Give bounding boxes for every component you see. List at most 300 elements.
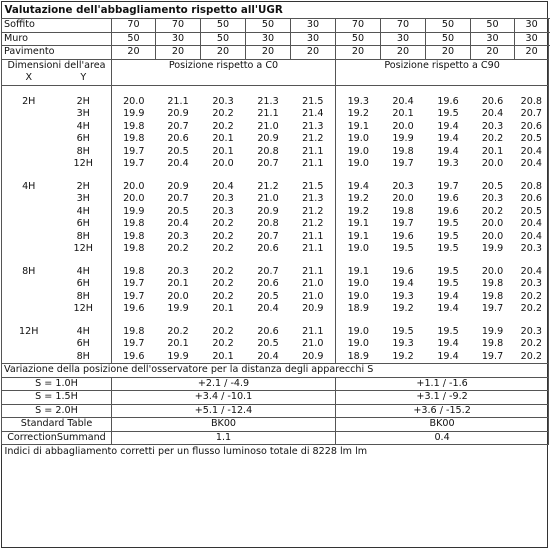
ugr-c0-value: 20.9 xyxy=(257,133,279,145)
header-value: 30 xyxy=(515,32,549,46)
ugr-c0-value: 20.1 xyxy=(201,351,246,364)
standard-table-label: Standard Table xyxy=(2,418,112,432)
ugr-c0-value: 20.7 xyxy=(257,158,279,170)
area-x-value xyxy=(2,231,56,244)
data-row xyxy=(2,206,549,219)
area-y-value: 8H xyxy=(56,231,112,244)
variation-label: S = 2.0H xyxy=(2,404,112,418)
data-row xyxy=(2,243,549,256)
standard-table-c90: BK00 xyxy=(336,418,549,432)
ugr-c0-value: 20.2 xyxy=(167,325,189,337)
area-y-value: 12H xyxy=(56,158,112,171)
ugr-c90-value: 20.3 xyxy=(392,180,414,192)
header-value: 70 xyxy=(336,19,381,33)
header-row xyxy=(2,46,549,60)
ugr-c0-value: 20.2 xyxy=(212,338,234,350)
ugr-c0-value: 20.7 xyxy=(167,193,189,205)
area-y-value: 4H xyxy=(56,121,112,134)
header-value: 20 xyxy=(156,46,201,60)
ugr-c90-value: 20.2 xyxy=(515,291,549,304)
ugr-c90-value: 19.4 xyxy=(437,145,459,157)
ugr-c0-value: 20.7 xyxy=(257,230,279,242)
ugr-c0-value: 21.1 xyxy=(291,243,336,256)
ugr-c90-value: 19.9 xyxy=(392,133,414,145)
ugr-c0-value: 19.7 xyxy=(123,158,145,170)
area-x-value xyxy=(2,108,56,121)
ugr-c0-value: 20.1 xyxy=(212,145,234,157)
ugr-c90-value: 19.5 xyxy=(392,243,414,255)
ugr-c0-value: 21.3 xyxy=(291,121,336,134)
ugr-c0-value: 21.0 xyxy=(257,120,279,132)
ugr-c0-value: 20.1 xyxy=(167,278,189,290)
ugr-c0-value: 20.9 xyxy=(257,205,279,217)
ugr-c90-value: 19.5 xyxy=(437,325,459,337)
header-value: 50 xyxy=(471,19,515,33)
ugr-c0-value: 20.2 xyxy=(212,108,234,120)
ugr-c0-value: 20.0 xyxy=(167,290,189,302)
group-spacer xyxy=(2,316,549,326)
ugr-c0-value: 19.7 xyxy=(123,278,145,290)
ugr-c0-value: 20.0 xyxy=(212,158,234,170)
area-header-row xyxy=(2,59,549,72)
variation-c90: +3.1 / -9.2 xyxy=(336,391,549,405)
area-dimensions-label: Dimensioni dell'area xyxy=(2,59,112,72)
data-row xyxy=(2,351,549,364)
ugr-c0-value: 21.2 xyxy=(291,218,336,231)
ugr-c90-value: 19.3 xyxy=(392,290,414,302)
ugr-c90-value: 20.6 xyxy=(515,121,549,134)
area-y-value: 4H xyxy=(56,206,112,219)
ugr-c0-value: 20.6 xyxy=(257,325,279,337)
ugr-c90-value: 20.4 xyxy=(515,158,549,171)
ugr-c0-value: 20.3 xyxy=(167,265,189,277)
header-value: 70 xyxy=(156,19,201,33)
ugr-c0-value: 21.0 xyxy=(291,278,336,291)
ugr-c0-value: 20.8 xyxy=(257,145,279,157)
ugr-c90-value: 20.3 xyxy=(515,278,549,291)
ugr-c90-value: 20.3 xyxy=(481,120,504,132)
header-value: 20 xyxy=(291,46,336,60)
ugr-c0-value: 20.1 xyxy=(212,133,234,145)
ugr-c90-value: 19.3 xyxy=(437,158,459,170)
variation-c0: +5.1 / -12.4 xyxy=(112,404,336,418)
ugr-c90-value: 20.2 xyxy=(515,303,549,316)
area-y-value: 2H xyxy=(56,181,112,194)
ugr-c90-value: 18.9 xyxy=(347,303,369,315)
ugr-c90-value: 20.3 xyxy=(515,243,549,256)
area-x-value xyxy=(2,158,56,171)
spacer-cell xyxy=(2,85,112,96)
ugr-c90-value: 19.5 xyxy=(437,243,459,255)
ugr-c0-value: 20.3 xyxy=(212,205,234,217)
ugr-c90-value: 19.9 xyxy=(481,243,504,255)
ugr-c0-value: 20.2 xyxy=(212,230,234,242)
ugr-c90-value: 20.4 xyxy=(515,218,549,231)
ugr-c0-value: 21.3 xyxy=(291,193,336,206)
ugr-c90-value: 19.6 xyxy=(392,230,414,242)
ugr-c0-value: 21.0 xyxy=(257,193,279,205)
header-value: 50 xyxy=(246,19,291,33)
spacer-cell xyxy=(336,171,549,181)
area-x-value xyxy=(2,243,56,256)
ugr-c0-value: 20.6 xyxy=(257,243,279,255)
ugr-c0-value: 19.8 xyxy=(123,265,145,277)
ugr-c0-value: 19.8 xyxy=(123,243,145,255)
ugr-c90-value: 20.7 xyxy=(515,108,549,121)
ugr-c0-value: 20.9 xyxy=(291,303,336,316)
ugr-c0-value: 19.9 xyxy=(167,303,189,315)
data-row xyxy=(2,338,549,351)
ugr-c0-value: 21.1 xyxy=(291,231,336,244)
correction-summand-c0: 1.1 xyxy=(112,431,336,445)
ugr-c90-value: 20.5 xyxy=(515,206,549,219)
ugr-c0-value: 20.4 xyxy=(167,218,189,230)
header-value: 50 xyxy=(426,32,471,46)
ugr-c0-value: 19.8 xyxy=(123,120,145,132)
ugr-c90-value: 20.0 xyxy=(481,265,504,277)
header-value: 30 xyxy=(156,32,201,46)
spacer-cell xyxy=(112,85,336,96)
area-x-value xyxy=(2,351,56,364)
correction-summand-label: CorrectionSummand xyxy=(2,431,112,445)
ugr-c90-value: 20.0 xyxy=(481,218,504,230)
standard-table-c0: BK00 xyxy=(112,418,336,432)
position-c0-header: Posizione rispetto a C0 xyxy=(112,59,336,72)
ugr-c90-value: 20.8 xyxy=(515,181,549,194)
ugr-c90-value: 19.6 xyxy=(437,193,459,205)
ugr-c90-value: 19.7 xyxy=(481,303,504,315)
group-spacer xyxy=(2,256,549,266)
position-c90-header: Posizione rispetto a C90 xyxy=(336,59,549,72)
area-y-value: 12H xyxy=(56,243,112,256)
ugr-c90-value: 20.3 xyxy=(515,326,549,339)
ugr-c0-value: 20.2 xyxy=(167,243,189,255)
ugr-c90-value: 19.7 xyxy=(471,351,515,364)
ugr-c90-value: 20.6 xyxy=(515,193,549,206)
area-x-value: 2H xyxy=(2,96,56,109)
ugr-c0-value: 19.6 xyxy=(112,351,156,364)
area-x-value xyxy=(2,303,56,316)
header-value: 70 xyxy=(381,19,426,33)
variation-row xyxy=(2,391,549,405)
ugr-c0-value: 19.9 xyxy=(123,205,145,217)
area-y-label: Y xyxy=(56,72,112,85)
ugr-c0-value: 20.3 xyxy=(212,95,234,107)
ugr-c90-value: 19.8 xyxy=(481,290,504,302)
ugr-c0-value: 19.9 xyxy=(123,108,145,120)
ugr-c90-value: 19.1 xyxy=(347,230,369,242)
area-x-value: 12H xyxy=(2,326,56,339)
ugr-c0-value: 20.2 xyxy=(212,278,234,290)
ugr-c90-value: 19.6 xyxy=(437,205,459,217)
ugr-c0-value: 21.2 xyxy=(291,206,336,219)
data-row xyxy=(2,278,549,291)
header-value: 30 xyxy=(291,19,336,33)
area-y-value: 4H xyxy=(56,326,112,339)
correction-summand-row xyxy=(2,431,549,445)
ugr-c0-value: 21.2 xyxy=(291,133,336,146)
variation-c0: +3.4 / -10.1 xyxy=(112,391,336,405)
ugr-c90-value: 19.8 xyxy=(481,338,504,350)
ugr-c90-value: 20.0 xyxy=(481,158,504,170)
variation-label: S = 1.0H xyxy=(2,377,112,391)
ugr-c90-value: 19.4 xyxy=(437,290,459,302)
header-value: 50 xyxy=(426,19,471,33)
variation-row xyxy=(2,377,549,391)
ugr-c0-value: 21.0 xyxy=(291,291,336,304)
area-x-value xyxy=(2,338,56,351)
spacer-cell xyxy=(112,171,336,181)
blank-cell xyxy=(336,72,549,85)
ugr-c90-value: 19.7 xyxy=(392,218,414,230)
ugr-c90-value: 19.1 xyxy=(347,218,369,230)
note-row xyxy=(2,445,549,460)
data-row xyxy=(2,266,549,279)
header-value: 20 xyxy=(336,46,381,60)
area-x-value xyxy=(2,133,56,146)
header-value: 20 xyxy=(471,46,515,60)
variation-label: S = 1.5H xyxy=(2,391,112,405)
area-y-value: 12H xyxy=(56,303,112,316)
ugr-c90-value: 20.4 xyxy=(392,95,414,107)
data-row xyxy=(2,108,549,121)
ugr-c90-value: 19.5 xyxy=(437,265,459,277)
ugr-c0-value: 20.2 xyxy=(212,218,234,230)
ugr-c90-value: 20.0 xyxy=(392,120,414,132)
header-value: 20 xyxy=(426,46,471,60)
ugr-c90-value: 19.4 xyxy=(437,120,459,132)
ugr-c90-value: 19.5 xyxy=(392,325,414,337)
ugr-c90-value: 19.0 xyxy=(347,243,369,255)
ugr-c0-value: 20.0 xyxy=(123,193,145,205)
ugr-c90-value: 20.4 xyxy=(515,231,549,244)
spacer-cell xyxy=(336,316,549,326)
ugr-c0-value: 21.1 xyxy=(257,108,279,120)
header-value: 50 xyxy=(201,32,246,46)
variation-c0: +2.1 / -4.9 xyxy=(112,377,336,391)
ugr-c90-value: 19.3 xyxy=(392,338,414,350)
ugr-c90-value: 19.2 xyxy=(347,193,369,205)
ugr-c90-value: 19.0 xyxy=(347,133,369,145)
header-value: 30 xyxy=(471,32,515,46)
ugr-c0-value: 19.8 xyxy=(123,325,145,337)
ugr-c90-value: 19.4 xyxy=(426,351,471,364)
ugr-c90-value: 19.0 xyxy=(347,325,369,337)
ugr-c90-value: 19.5 xyxy=(437,230,459,242)
header-row xyxy=(2,32,549,46)
ugr-c90-value: 19.2 xyxy=(392,303,414,315)
variation-row xyxy=(2,404,549,418)
table-title: Valutazione dell'abbagliamento rispetto all'UGR xyxy=(4,3,283,16)
ugr-c0-value: 19.8 xyxy=(123,218,145,230)
ugr-c90-value: 20.5 xyxy=(515,133,549,146)
ugr-c0-value: 21.1 xyxy=(291,266,336,279)
ugr-c0-value: 20.7 xyxy=(167,120,189,132)
ugr-c90-value: 19.5 xyxy=(437,218,459,230)
ugr-c0-value: 19.9 xyxy=(156,351,201,364)
data-row xyxy=(2,231,549,244)
area-y-value: 8H xyxy=(56,351,112,364)
ugr-c90-value: 20.1 xyxy=(481,145,504,157)
spacer-cell xyxy=(2,171,112,181)
data-row xyxy=(2,218,549,231)
area-x-value: 8H xyxy=(2,266,56,279)
ugr-c90-value: 19.4 xyxy=(437,303,459,315)
header-value: 50 xyxy=(112,32,156,46)
ugr-c90-value: 19.0 xyxy=(347,290,369,302)
ugr-c0-value: 20.9 xyxy=(167,108,189,120)
area-y-value: 3H xyxy=(56,108,112,121)
ugr-c0-value: 21.0 xyxy=(291,338,336,351)
ugr-c0-value: 20.5 xyxy=(257,290,279,302)
spacer-cell xyxy=(112,316,336,326)
ugr-c0-value: 21.5 xyxy=(291,181,336,194)
header-row-label: Pavimento xyxy=(2,46,112,60)
header-row xyxy=(2,19,549,33)
area-x-value xyxy=(2,206,56,219)
data-row xyxy=(2,326,549,339)
area-y-value: 2H xyxy=(56,96,112,109)
variation-title-row xyxy=(2,364,549,378)
ugr-c90-value: 20.1 xyxy=(392,108,414,120)
ugr-c90-value: 20.2 xyxy=(481,133,504,145)
area-y-value: 6H xyxy=(56,278,112,291)
data-row xyxy=(2,121,549,134)
spacer-cell xyxy=(112,256,336,266)
header-value: 20 xyxy=(381,46,426,60)
header-value: 70 xyxy=(112,19,156,33)
ugr-c90-value: 19.3 xyxy=(347,95,369,107)
ugr-c90-value: 20.4 xyxy=(515,146,549,159)
ugr-table xyxy=(1,1,549,459)
ugr-c0-value: 19.6 xyxy=(123,303,145,315)
ugr-c0-value: 20.2 xyxy=(212,120,234,132)
ugr-c90-value: 20.6 xyxy=(481,95,504,107)
area-x-value xyxy=(2,121,56,134)
ugr-c90-value: 20.8 xyxy=(515,96,549,109)
ugr-c90-value: 19.8 xyxy=(392,145,414,157)
ugr-c0-value: 20.0 xyxy=(123,95,145,107)
ugr-c90-value: 19.2 xyxy=(381,351,426,364)
ugr-c0-value: 20.4 xyxy=(212,180,234,192)
ugr-c0-value: 20.4 xyxy=(246,351,291,364)
header-value: 20 xyxy=(515,46,549,60)
ugr-c90-value: 19.7 xyxy=(392,158,414,170)
ugr-c90-value: 19.1 xyxy=(347,120,369,132)
ugr-c0-value: 20.2 xyxy=(212,325,234,337)
footnote: Indici di abbagliamento corretti per un flusso luminoso totale di 8228 lm lm xyxy=(4,446,368,457)
ugr-c0-value: 20.8 xyxy=(257,218,279,230)
ugr-c0-value: 21.1 xyxy=(291,158,336,171)
ugr-c0-value: 21.5 xyxy=(291,96,336,109)
ugr-c0-value: 20.0 xyxy=(123,180,145,192)
ugr-c90-value: 19.0 xyxy=(347,145,369,157)
ugr-c0-value: 20.2 xyxy=(212,243,234,255)
header-value: 30 xyxy=(246,32,291,46)
ugr-c90-value: 20.0 xyxy=(392,193,414,205)
area-y-value: 4H xyxy=(56,266,112,279)
data-row xyxy=(2,133,549,146)
standard-table-row xyxy=(2,418,549,432)
ugr-c0-value: 20.4 xyxy=(167,158,189,170)
data-row xyxy=(2,158,549,171)
area-x-value xyxy=(2,218,56,231)
ugr-c90-value: 19.4 xyxy=(392,278,414,290)
variation-title: Variazione della posizione dell'osservatore per la distanza degli apparecchi S xyxy=(2,364,549,378)
ugr-c0-value: 20.9 xyxy=(291,351,336,364)
area-x-value xyxy=(2,278,56,291)
ugr-c90-value: 19.4 xyxy=(437,133,459,145)
ugr-c90-value: 20.3 xyxy=(481,193,504,205)
group-spacer xyxy=(2,171,549,181)
ugr-c0-value: 21.3 xyxy=(257,95,279,107)
ugr-c0-value: 19.8 xyxy=(123,230,145,242)
ugr-c90-value: 19.8 xyxy=(481,278,504,290)
ugr-c0-value: 20.5 xyxy=(167,145,189,157)
area-y-value: 8H xyxy=(56,291,112,304)
ugr-c0-value: 21.1 xyxy=(291,326,336,339)
ugr-c90-value: 19.6 xyxy=(437,95,459,107)
data-row xyxy=(2,181,549,194)
ugr-c0-value: 20.1 xyxy=(167,338,189,350)
ugr-c0-value: 19.8 xyxy=(123,133,145,145)
blank-cell xyxy=(112,72,336,85)
ugr-c90-value: 19.0 xyxy=(347,158,369,170)
data-row xyxy=(2,96,549,109)
ugr-c90-value: 19.2 xyxy=(347,205,369,217)
ugr-c0-value: 20.1 xyxy=(212,303,234,315)
ugr-c0-value: 20.5 xyxy=(257,338,279,350)
spacer-cell xyxy=(2,316,112,326)
area-y-value: 6H xyxy=(56,218,112,231)
ugr-c90-value: 19.6 xyxy=(392,265,414,277)
ugr-c0-value: 20.5 xyxy=(167,205,189,217)
data-row xyxy=(2,303,549,316)
correction-summand-c90: 0.4 xyxy=(336,431,549,445)
ugr-c90-value: 20.5 xyxy=(481,180,504,192)
ugr-c0-value: 21.1 xyxy=(167,95,189,107)
header-value: 30 xyxy=(381,32,426,46)
ugr-c90-value: 19.0 xyxy=(347,278,369,290)
area-y-value: 6H xyxy=(56,133,112,146)
ugr-c90-value: 19.5 xyxy=(437,278,459,290)
ugr-c90-value: 20.4 xyxy=(515,266,549,279)
ugr-c0-value: 20.6 xyxy=(257,278,279,290)
spacer-cell xyxy=(336,85,549,96)
ugr-c90-value: 19.4 xyxy=(347,180,369,192)
group-spacer xyxy=(2,85,549,96)
area-y-value: 3H xyxy=(56,193,112,206)
data-row xyxy=(2,291,549,304)
ugr-c0-value: 21.1 xyxy=(291,146,336,159)
ugr-c90-value: 19.1 xyxy=(347,265,369,277)
ugr-c90-value: 20.2 xyxy=(515,338,549,351)
area-x-value xyxy=(2,291,56,304)
ugr-c0-value: 19.7 xyxy=(123,145,145,157)
ugr-c90-value: 19.9 xyxy=(481,325,504,337)
ugr-c0-value: 20.6 xyxy=(167,133,189,145)
area-axis-row xyxy=(2,72,549,85)
data-row xyxy=(2,146,549,159)
ugr-c0-value: 20.3 xyxy=(167,230,189,242)
header-value: 50 xyxy=(336,32,381,46)
ugr-c90-value: 18.9 xyxy=(336,351,381,364)
ugr-c0-value: 20.3 xyxy=(212,193,234,205)
ugr-c0-value: 20.7 xyxy=(257,265,279,277)
ugr-c90-value: 19.2 xyxy=(347,108,369,120)
ugr-c90-value: 20.0 xyxy=(481,230,504,242)
header-value: 30 xyxy=(515,19,549,33)
